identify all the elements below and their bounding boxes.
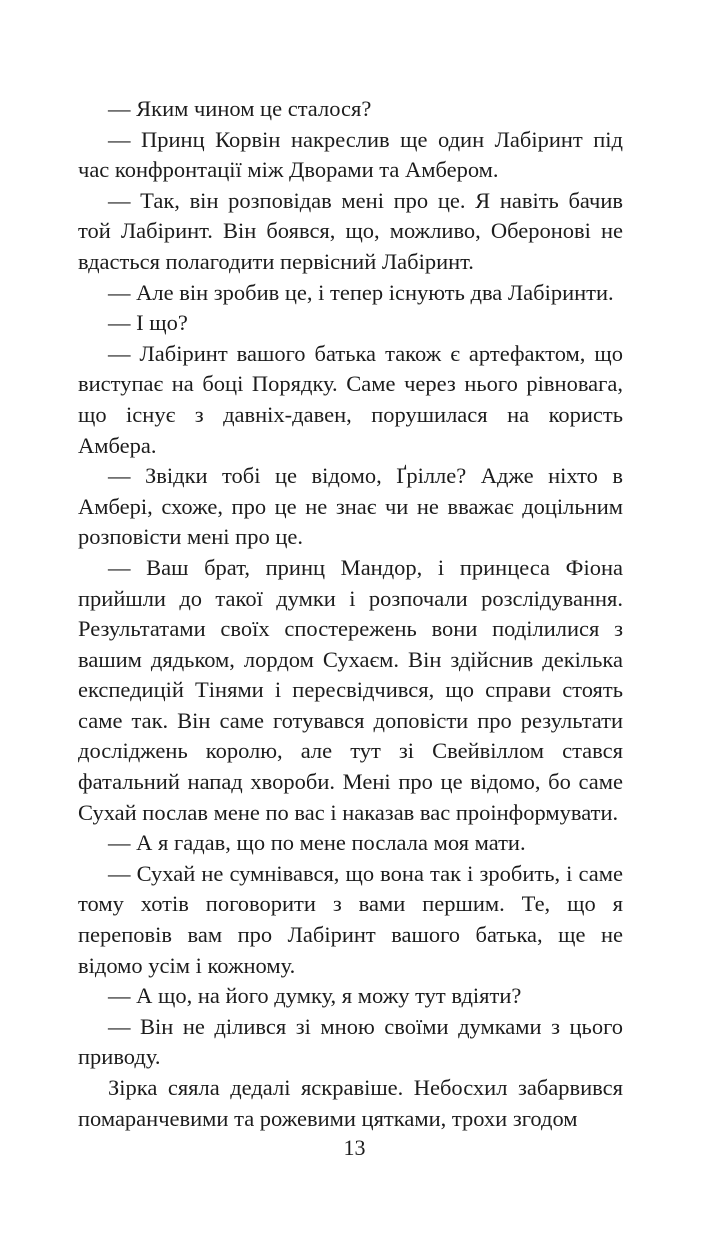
page-number: 13: [343, 1135, 366, 1160]
paragraph-6: — Лабіринт вашого батька також є артефактом, що виступає на боці Порядку. Саме через нього рівновага, що існує з давніх-давен, порушилася на користь Амбера.: [78, 340, 623, 458]
paragraph-9: — А я гадав, що по мене послала моя мати.: [108, 830, 526, 856]
paragraph-4: — Але він зробив це, і тепер існують два Лабіринти.: [108, 279, 614, 305]
paragraph-11: — А що, на його думку, я можу тут вдіяти?: [108, 983, 522, 1009]
paragraph-12: — Він не ділився зі мною своїми думками з цього приводу.: [78, 1013, 623, 1070]
paragraph-8: — Ваш брат, принц Мандор, і принцеса Фіона прийшли до такої думки і розпочали розслідування. Результатами своїх спостережень вони поділилися з вашим дядьком, лордом Сухаєм. Він здійснив декілька експедицій Тінями і пересвідчився, що справи стоять саме так. Він саме готувався доповісти про результати досліджень королю, але тут зі Свейвіллом стався фатальний напад хвороби. Мені про це відомо, бо саме Сухай послав мене по вас і наказав вас проінформувати.: [78, 554, 623, 825]
paragraph-1: — Яким чином це сталося?: [108, 96, 372, 121]
paragraph-2: — Принц Корвін накреслив ще один Лабіринт під час конфронтації між Дворами та Амбером.: [78, 126, 623, 183]
page-text: [78, 94, 623, 1134]
paragraph-5: — І що?: [108, 310, 188, 336]
paragraph-3: — Так, він розповідав мені про це. Я навіть бачив той Лабіринт. Він боявся, що, можливо, Оберонові не вдасться полагодити первісний Лабіринт.: [78, 187, 623, 274]
paragraph-7: — Звідки тобі це відомо, Ґрілле? Адже ніхто в Амбері, схоже, про це не знає чи не вважає доцільним розповісти мені про це.: [78, 463, 623, 550]
paragraph-10: — Сухай не сумнівався, що вона так і зробить, і саме тому хотів поговорити з вами першим. Те, що я переповів вам про Лабіринт вашого батька, ще не відомо усім і кожному.: [78, 860, 623, 978]
paragraph-13: Зірка сяяла дедалі яскравіше. Небосхил забарвився помаранчевими та рожевими цятками, трохи згодом: [78, 1075, 623, 1131]
